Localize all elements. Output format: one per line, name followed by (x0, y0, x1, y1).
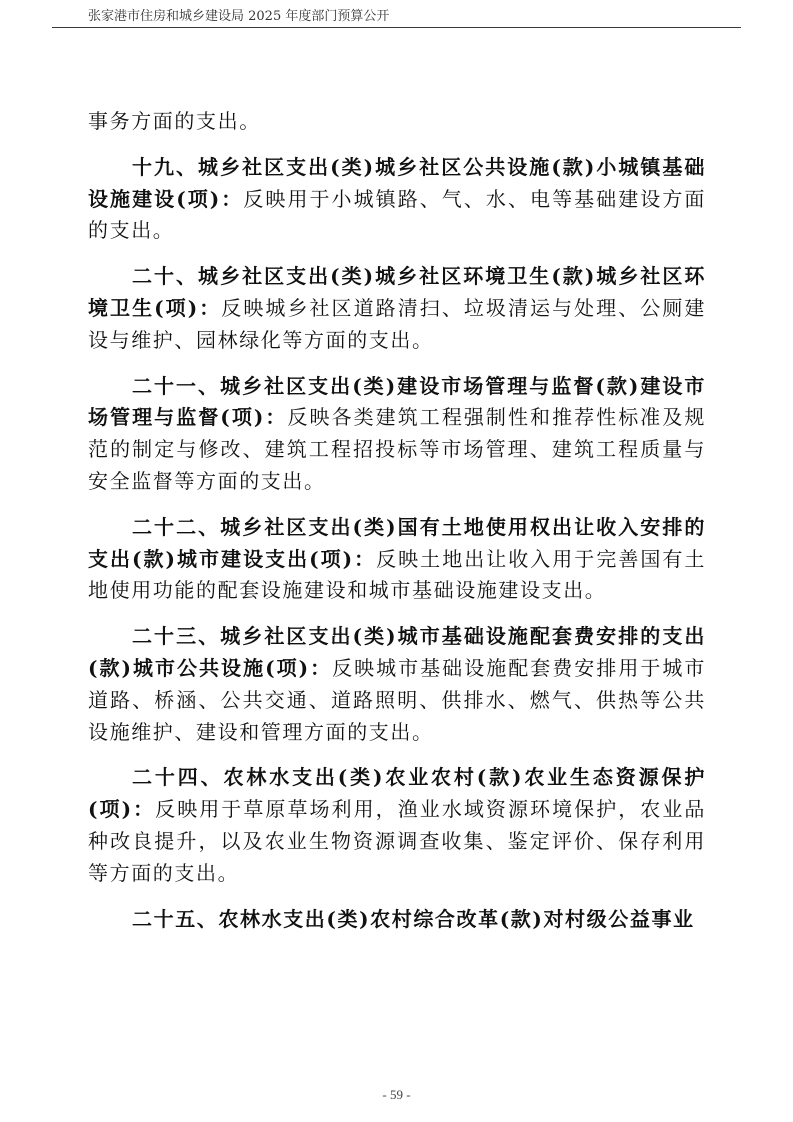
paragraph-text: 事务方面的支出。 (88, 109, 261, 133)
page-number: - 59 - (382, 1087, 411, 1102)
paragraph-item-21 (88, 371, 706, 498)
paragraph-item-20 (88, 261, 706, 356)
item-heading: 二十三、城乡社区支出(类)城市基础设施配套费安排的支出(款)城市公共设施(项)： (88, 624, 706, 680)
item-description: 反映城乡社区道路清扫、垃圾清运与处理、公厕建设与维护、园林绿化等方面的支出。 (88, 295, 706, 352)
header-divider (52, 27, 741, 28)
paragraph-continuation (88, 106, 706, 138)
item-description: 反映用于小城镇路、气、水、电等基础建设方面的支出。 (88, 186, 706, 243)
paragraph-item-24 (88, 762, 706, 889)
item-heading: 二十、城乡社区支出(类)城乡社区环境卫生(款)城乡社区环境卫生(项)： (88, 264, 706, 320)
item-description: 反映各类建筑工程强制性和推荐性标准及规范的制定与修改、建筑工程招投标等市场管理、建筑工程质量与安全监督等方面的支出。 (88, 405, 706, 493)
paragraph-item-19 (88, 152, 706, 247)
paragraph-item-23 (88, 621, 706, 748)
paragraph-item-22 (88, 512, 706, 607)
item-description: 反映用于草原草场利用，渔业水域资源环境保护，农业品种改良提升，以及农业生物资源调查收集、鉴定评价、保存利用等方面的支出。 (88, 797, 707, 885)
item-heading: 二十二、城乡社区支出(类)国有土地使用权出让收入安排的支出(款)城市建设支出(项)： (88, 514, 706, 571)
item-heading: 二十一、城乡社区支出(类)建设市场管理与监督(款)建设市场管理与监督(项)： (88, 373, 706, 430)
item-description: 反映城市基础设施配套费安排用于城市道路、桥涵、公共交通、道路照明、供排水、燃气、供热等公共设施维护、建设和管理方面的支出。 (88, 655, 706, 744)
item-heading: 十九、城乡社区支出(类)城乡社区公共设施(款)小城镇基础设施建设(项)： (88, 154, 706, 211)
document-body (88, 106, 706, 935)
item-heading: 二十四、农林水支出(类)农业农村(款)农业生态资源保护(项)： (88, 765, 706, 822)
item-description: 反映土地出让收入用于完善国有土地使用功能的配套设施建设和城市基础设施建设支出。 (88, 546, 707, 603)
running-header: 张家港市住房和城乡建设局 2025 年度部门预算公开 (88, 9, 390, 24)
item-heading: 二十五、农林水支出(类)农村综合改革(款)对村级公益事业 (132, 906, 695, 931)
paragraph-item-25 (88, 904, 706, 936)
